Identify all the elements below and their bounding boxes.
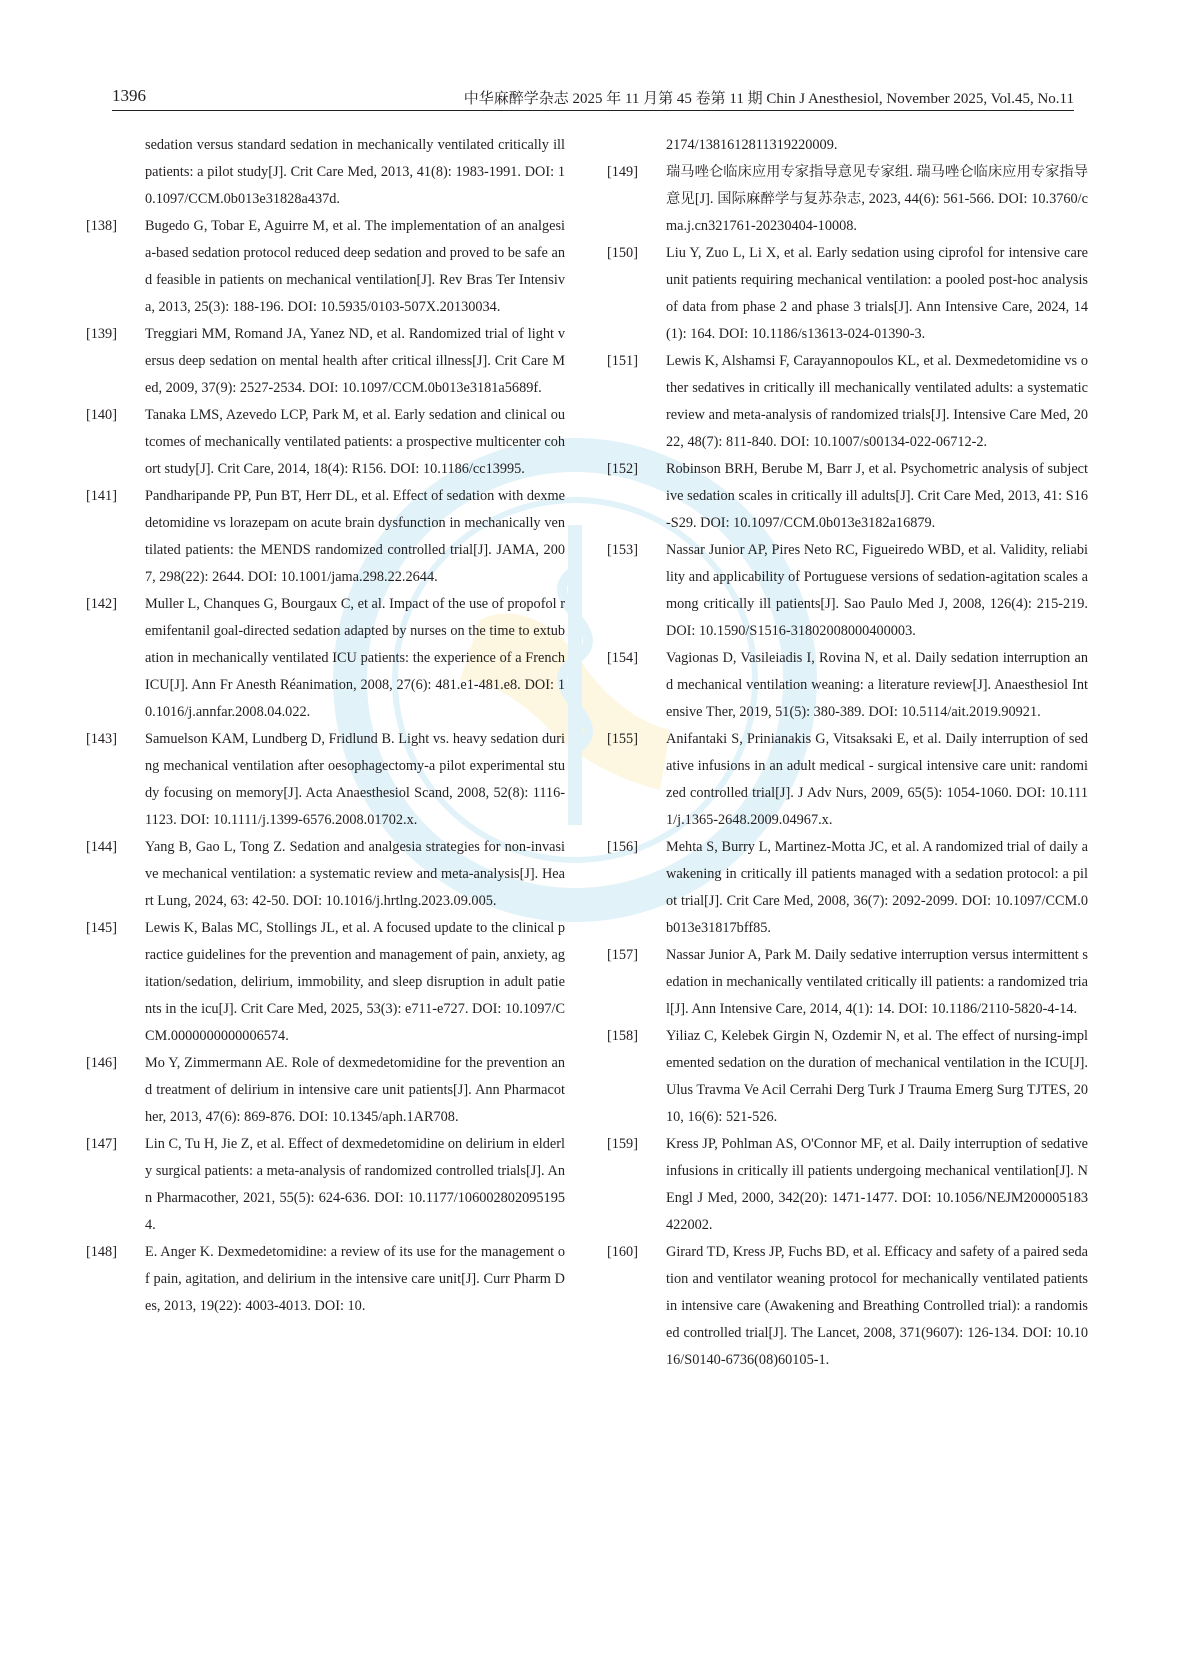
reference-item	[607, 159, 1088, 240]
reference-item	[607, 1023, 1088, 1131]
reference-item	[86, 483, 565, 591]
reference-item	[607, 456, 1088, 537]
reference-item	[607, 726, 1088, 834]
reference-number: [156]	[607, 839, 638, 855]
right-column	[607, 132, 1088, 1374]
reference-item	[86, 1239, 565, 1320]
reference-number: [149]	[607, 164, 638, 180]
reference-text: Treggiari MM, Romand JA, Yanez ND, et al. Randomized trial of light versus deep sedation on mental health after critical illness[J]. Crit Care Med, 2009, 37(9): 2527-2534. DOI: 10.1097/CCM.0b013e3181a5689f.	[145, 326, 565, 396]
reference-list	[86, 213, 565, 1320]
page-header	[112, 84, 1074, 111]
reference-text: Tanaka LMS, Azevedo LCP, Park M, et al. Early sedation and clinical outcomes of mechanically ventilated patients: a prospective multicenter cohort study[J]. Crit Care, 2014, 18(4): R156. DOI: 10.1186/cc13995.	[145, 407, 566, 477]
reference-text: Lin C, Tu H, Jie Z, et al. Effect of dexmedetomidine on delirium in elderly surgical patients: a meta-analysis of randomized controlled trials[J]. Ann Pharmacother, 2021, 55(5): 624-636. DOI: 10.1177/1060028020951954.	[145, 1136, 565, 1233]
reference-text: Kress JP, Pohlman AS, O'Connor MF, et al. Daily interruption of sedative infusions in critically ill patients undergoing mechanical ventilation[J]. N Engl J Med, 2000, 342(20): 1471-1477. DOI: 10.1056/NEJM200005183422002.	[666, 1136, 1088, 1233]
reference-text: Muller L, Chanques G, Bourgaux C, et al. Impact of the use of propofol remifentanil goal-directed sedation adapted by nurses on the time to extubation in mechanically ventilated ICU patients: the experience of a French ICU[J]. Ann Fr Anesth Réanimation, 2008, 27(6): 481.e1-481.e8. DOI: 10.1016/j.annfar.2008.04.022.	[145, 596, 565, 720]
reference-number: [144]	[86, 839, 117, 855]
reference-item	[607, 240, 1088, 348]
reference-text: Robinson BRH, Berube M, Barr J, et al. Psychometric analysis of subjective sedation scales in critically ill adults[J]. Crit Care Med, 2013, 41: S16-S29. DOI: 10.1097/CCM.0b013e3182a16879.	[666, 461, 1088, 531]
reference-text: Girard TD, Kress JP, Fuchs BD, et al. Efficacy and safety of a paired sedation and ventilator weaning protocol for mechanically ventilated patients in intensive care (Awakening and Breathing Controlled trial): a randomised controlled trial[J]. The Lancet, 2008, 371(9607): 126-134. DOI: 10.1016/S0140-6736(08)60105-1.	[666, 1244, 1088, 1368]
reference-text: Anifantaki S, Prinianakis G, Vitsaksaki E, et al. Daily interruption of sedative infusions in an adult medical - surgical intensive care unit: randomized controlled trial[J]. J Adv Nurs, 2009, 65(5): 1054-1060. DOI: 10.1111/j.1365-2648.2009.04967.x.	[666, 731, 1088, 828]
reference-item	[607, 1131, 1088, 1239]
reference-item	[607, 1239, 1088, 1374]
page-number: 1396	[112, 86, 146, 105]
reference-text: Pandharipande PP, Pun BT, Herr DL, et al. Effect of sedation with dexmedetomidine vs lorazepam on acute brain dysfunction in mechanically ventilated patients: the MENDS randomized controlled trial[J]. JAMA, 2007, 298(22): 2644. DOI: 10.1001/jama.298.22.2644.	[145, 488, 565, 585]
reference-item	[86, 915, 565, 1050]
reference-item	[86, 1131, 565, 1239]
reference-item	[607, 348, 1088, 456]
reference-number: [140]	[86, 407, 117, 423]
reference-number: [148]	[86, 1244, 117, 1260]
reference-item	[86, 1050, 565, 1131]
reference-text: Liu Y, Zuo L, Li X, et al. Early sedation using ciprofol for intensive care unit patients requiring mechanical ventilation: a pooled post-hoc analysis of data from phase 2 and phase 3 trials[J]. Ann Intensive Care, 2024, 14(1): 164. DOI: 10.1186/s13613-024-01390-3.	[666, 245, 1088, 342]
reference-number: [138]	[86, 218, 117, 234]
reference-number: [147]	[86, 1136, 117, 1152]
reference-number: [139]	[86, 326, 117, 342]
reference-continuation	[607, 132, 1088, 159]
reference-text: 2174/1381612811319220009.	[666, 137, 838, 153]
reference-text: Mehta S, Burry L, Martinez-Motta JC, et al. A randomized trial of daily awakening in critically ill patients managed with a sedation protocol: a pilot trial[J]. Crit Care Med, 2008, 36(7): 2092-2099. DOI: 10.1097/CCM.0b013e31817bff85.	[666, 839, 1088, 936]
reference-number: [154]	[607, 650, 638, 666]
reference-number: [141]	[86, 488, 117, 504]
reference-number: [158]	[607, 1028, 638, 1044]
reference-number: [160]	[607, 1244, 638, 1260]
reference-item	[607, 645, 1088, 726]
reference-item	[607, 942, 1088, 1023]
reference-number: [151]	[607, 353, 638, 369]
reference-list	[607, 159, 1088, 1374]
reference-number: [159]	[607, 1136, 638, 1152]
reference-number: [142]	[86, 596, 117, 612]
reference-text: sedation versus standard sedation in mechanically ventilated critically ill patients: a pilot study[J]. Crit Care Med, 2013, 41(8): 1983-1991. DOI: 10.1097/CCM.0b013e31828a437d.	[145, 137, 565, 207]
reference-text: Nassar Junior AP, Pires Neto RC, Figueiredo WBD, et al. Validity, reliability and applicability of Portuguese versions of sedation-agitation scales among critically ill patients[J]. Sao Paulo Med J, 2008, 126(4): 215-219. DOI: 10.1590/S1516-31802008000400003.	[666, 542, 1088, 639]
reference-number: [150]	[607, 245, 638, 261]
reference-number: [146]	[86, 1055, 117, 1071]
reference-item	[86, 834, 565, 915]
reference-item	[86, 321, 565, 402]
reference-text: E. Anger K. Dexmedetomidine: a review of its use for the management of pain, agitation, and delirium in the intensive care unit[J]. Curr Pharm Des, 2013, 19(22): 4003-4013. DOI: 10.	[145, 1244, 565, 1314]
reference-number: [157]	[607, 947, 638, 963]
reference-item	[607, 537, 1088, 645]
reference-text: Nassar Junior A, Park M. Daily sedative interruption versus intermittent sedation in mechanically ventilated critically ill patients: a randomized trial[J]. Ann Intensive Care, 2014, 4(1): 14. DOI: 10.1186/2110-5820-4-14.	[666, 947, 1088, 1017]
journal-running-header: 中华麻醉学杂志 2025 年 11 月第 45 卷第 11 期 Chin J Anesthesiol, November 2025, Vol.45, No.11	[463, 91, 1074, 107]
reference-text: Mo Y, Zimmermann AE. Role of dexmedetomidine for the prevention and treatment of delirium in intensive care unit patients[J]. Ann Pharmacother, 2013, 47(6): 869-876. DOI: 10.1345/aph.1AR708.	[145, 1055, 565, 1125]
reference-text: Bugedo G, Tobar E, Aguirre M, et al. The implementation of an analgesia-based sedation protocol reduced deep sedation and proved to be safe and feasible in patients on mechanical ventilation[J]. Rev Bras Ter Intensiva, 2013, 25(3): 188-196. DOI: 10.5935/0103-507X.20130034.	[145, 218, 565, 315]
reference-text: Vagionas D, Vasileiadis I, Rovina N, et al. Daily sedation interruption and mechanical ventilation weaning: a literature review[J]. Anaesthesiol Intensive Ther, 2019, 51(5): 380-389. DOI: 10.5114/ait.2019.90921.	[666, 650, 1088, 720]
reference-item	[607, 834, 1088, 942]
reference-number: [143]	[86, 731, 117, 747]
reference-item	[86, 726, 565, 834]
reference-text: Yiliaz C, Kelebek Girgin N, Ozdemir N, et al. The effect of nursing-implemented sedation on the duration of mechanical ventilation in the ICU[J]. Ulus Travma Ve Acil Cerrahi Derg Turk J Trauma Emerg Surg TJTES, 2010, 16(6): 521-526.	[666, 1028, 1088, 1125]
reference-item	[86, 591, 565, 726]
reference-text: Lewis K, Alshamsi F, Carayannopoulos KL, et al. Dexmedetomidine vs other sedatives in critically ill mechanically ventilated adults: a systematic review and meta-analysis of randomized trials[J]. Intensive Care Med, 2022, 48(7): 811-840. DOI: 10.1007/s00134-022-06712-2.	[666, 353, 1088, 450]
left-column	[86, 132, 565, 1320]
reference-number: [153]	[607, 542, 638, 558]
reference-number: [145]	[86, 920, 117, 936]
reference-number: [152]	[607, 461, 638, 477]
reference-item	[86, 402, 565, 483]
reference-text: 瑞马唑仑临床应用专家指导意见专家组. 瑞马唑仑临床应用专家指导意见[J]. 国际麻醉学与复苏杂志, 2023, 44(6): 561-566. DOI: 10.3760/cma.j.cn321761-20230404-10008.	[666, 164, 1088, 234]
reference-text: Lewis K, Balas MC, Stollings JL, et al. A focused update to the clinical practice guidelines for the prevention and management of pain, anxiety, agitation/sedation, delirium, immobility, and sleep disruption in adult patients in the icu[J]. Crit Care Med, 2025, 53(3): e711-e727. DOI: 10.1097/CCM.0000000000006574.	[145, 920, 565, 1044]
reference-text: Yang B, Gao L, Tong Z. Sedation and analgesia strategies for non-invasive mechanical ventilation: a systematic review and meta-analysis[J]. Heart Lung, 2024, 63: 42-50. DOI: 10.1016/j.hrtlng.2023.09.005.	[145, 839, 565, 909]
reference-text: Samuelson KAM, Lundberg D, Fridlund B. Light vs. heavy sedation during mechanical ventilation after oesophagectomy-a pilot experimental study focusing on memory[J]. Acta Anaesthesiol Scand, 2008, 52(8): 1116-1123. DOI: 10.1111/j.1399-6576.2008.01702.x.	[145, 731, 565, 828]
reference-number: [155]	[607, 731, 638, 747]
reference-item	[86, 213, 565, 321]
reference-continuation	[86, 132, 565, 213]
